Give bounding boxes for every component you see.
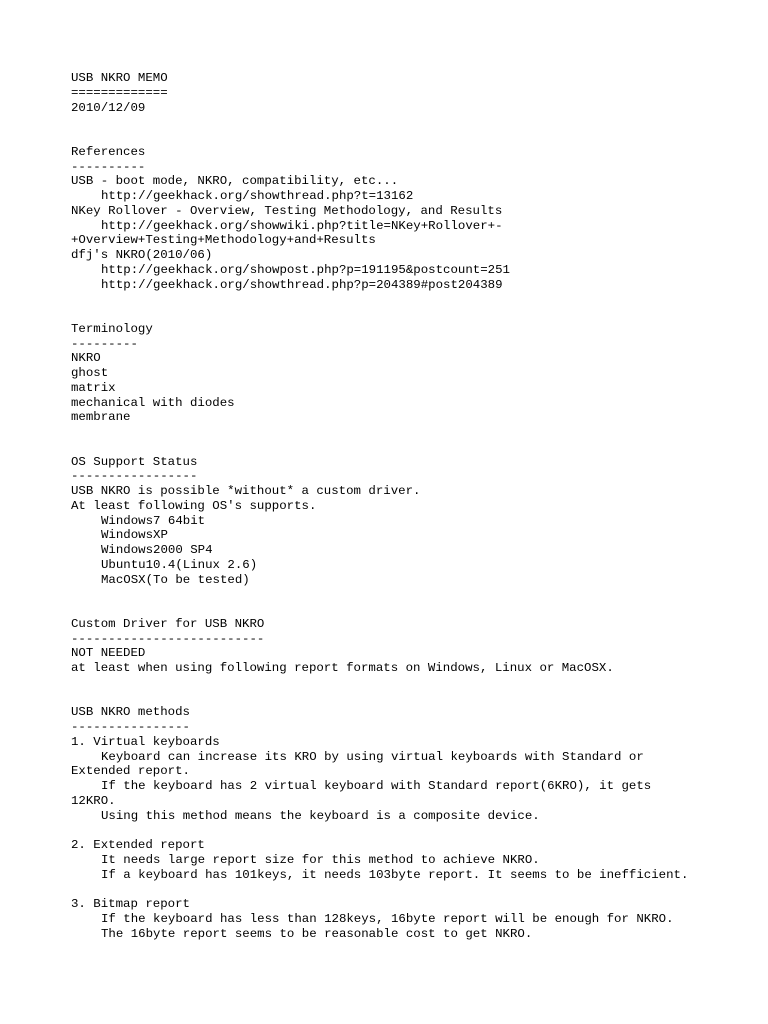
reference-link[interactable]: http://geekhack.org/showwiki.php?title=NKey+Rollover+- <box>101 218 503 233</box>
os-support-text: USB NKRO is possible *without* a custom driver. <box>71 484 421 498</box>
custom-driver-heading: Custom Driver for USB NKRO <box>71 616 265 631</box>
reference-link[interactable]: http://geekhack.org/showthread.php?t=13162 <box>101 189 414 203</box>
custom-driver-section <box>71 617 761 676</box>
term-item: membrane <box>71 410 131 425</box>
reference-link[interactable]: http://geekhack.org/showpost.php?p=191195&postcount=251 <box>101 262 510 277</box>
spacer <box>71 823 761 838</box>
spacer <box>71 115 761 130</box>
os-list-item: Windows2000 SP4 <box>101 543 213 557</box>
custom-driver-text: NOT NEEDED <box>71 646 146 661</box>
method-text: If a keyboard has 101keys, it needs 103byte report. It seems to be inefficient. <box>101 867 689 882</box>
memo-document <box>71 71 761 941</box>
term-item: mechanical with diodes <box>71 395 235 410</box>
reference-link[interactable]: http://geekhack.org/showthread.php?p=204389#post204389 <box>101 277 503 292</box>
os-support-text: At least following OS's supports. <box>71 498 317 513</box>
references-heading: References <box>71 144 146 159</box>
spacer <box>71 425 761 440</box>
method-text: 12KRO. <box>71 793 116 808</box>
method-text: If the keyboard has less than 128keys, 16byte report will be enough for NKRO. <box>101 911 674 926</box>
method-title: 1. Virtual keyboards <box>71 734 220 749</box>
memo-title: USB NKRO MEMO <box>71 71 168 85</box>
title-underline: ============= <box>71 85 168 100</box>
method-text: Extended report. <box>71 764 190 779</box>
spacer <box>71 691 761 706</box>
terminology-heading: Terminology <box>71 321 153 336</box>
spacer <box>71 882 761 897</box>
methods-heading: USB NKRO methods <box>71 705 190 720</box>
methods-underline: ---------------- <box>71 720 190 734</box>
os-support-section <box>71 455 761 588</box>
custom-driver-text: at least when using following report formats on Windows, Linux or MacOSX. <box>71 661 614 675</box>
reference-item: dfj's NKRO(2010/06) <box>71 248 213 262</box>
spacer <box>71 587 761 602</box>
os-support-heading: OS Support Status <box>71 454 198 469</box>
spacer <box>71 676 761 691</box>
terminology-section <box>71 322 761 425</box>
term-item: NKRO <box>71 351 101 366</box>
spacer <box>71 440 761 455</box>
os-list-item: Ubuntu10.4(Linux 2.6) <box>101 557 258 572</box>
method-text: Keyboard can increase its KRO by using virtual keyboards with Standard or <box>101 749 644 764</box>
os-list-item: WindowsXP <box>101 528 168 543</box>
reference-item: USB - boot mode, NKRO, compatibility, etc... <box>71 174 399 189</box>
spacer <box>71 292 761 307</box>
term-item: ghost <box>71 366 109 380</box>
method-title: 3. Bitmap report <box>71 897 190 911</box>
os-list-item: MacOSX(To be tested) <box>101 572 250 587</box>
spacer <box>71 307 761 322</box>
method-title: 2. Extended report <box>71 838 205 852</box>
methods-section <box>71 705 761 941</box>
method-text: If the keyboard has 2 virtual keyboard with Standard report(6KRO), it gets <box>101 779 652 793</box>
method-text: The 16byte report seems to be reasonable cost to get NKRO. <box>101 926 533 941</box>
reference-item: NKey Rollover - Overview, Testing Methodology, and Results <box>71 203 503 218</box>
spacer <box>71 602 761 617</box>
method-text: It needs large report size for this method to achieve NKRO. <box>101 852 540 867</box>
terminology-underline: --------- <box>71 336 138 351</box>
os-support-underline: ----------------- <box>71 469 198 484</box>
references-underline: ---------- <box>71 159 146 174</box>
os-list-item: Windows7 64bit <box>101 513 206 528</box>
spacer <box>71 130 761 145</box>
memo-date: 2010/12/09 <box>71 100 146 115</box>
references-section <box>71 145 761 293</box>
method-text: Using this method means the keyboard is a composite device. <box>101 808 540 823</box>
reference-link-continued[interactable]: +Overview+Testing+Methodology+and+Results <box>71 233 376 248</box>
custom-driver-underline: -------------------------- <box>71 631 265 646</box>
term-item: matrix <box>71 380 116 395</box>
